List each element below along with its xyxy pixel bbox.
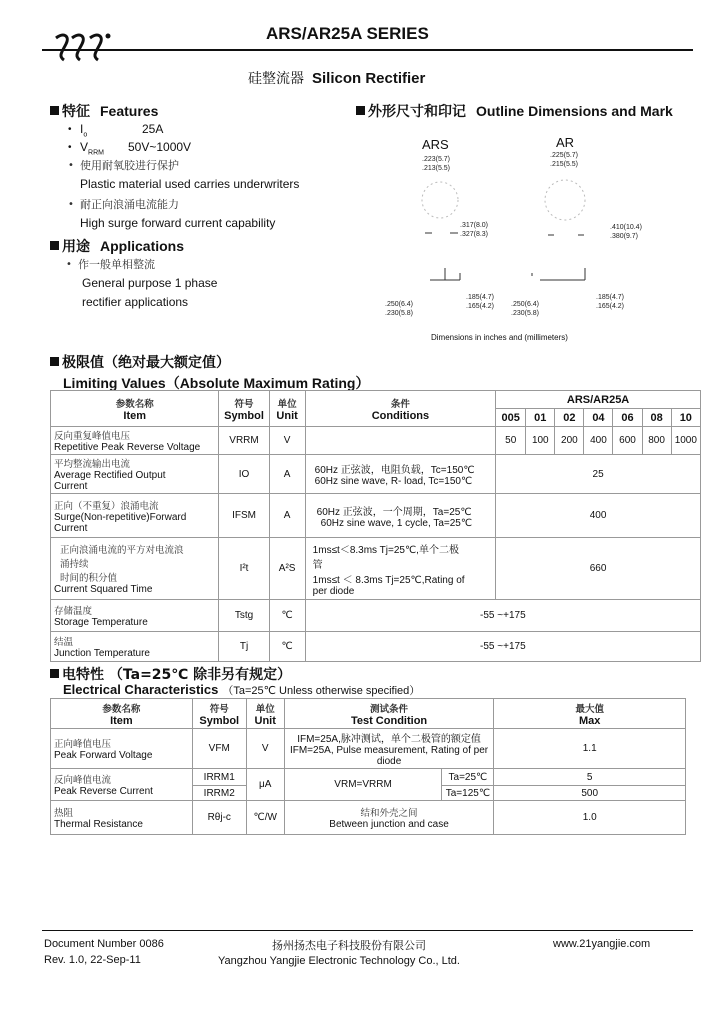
el-r1-cond1: IFM=25A,脉冲测试，单个二极管的额定值 (297, 734, 481, 745)
el-r3-cond-zh: 结和外壳之间 (360, 808, 418, 819)
lim-r5-sym: Tstg (219, 600, 269, 632)
lim-r4-sym: I²t (219, 538, 269, 600)
feature-plastic-en: Plastic material used carries underwriters (80, 177, 300, 191)
el-r3-cond (284, 801, 494, 835)
lim-r2-en2: Current (54, 481, 88, 492)
lim-r3-en2: Current (54, 522, 88, 534)
el-r3-unit: ℃/W (246, 801, 284, 835)
el-h-max (494, 699, 686, 729)
grade-06: 06 (613, 409, 642, 427)
title-en: Silicon Rectifier (312, 70, 426, 87)
square-bullet-icon (50, 357, 59, 366)
table-row (51, 427, 701, 455)
ar-dim-top1: .225(5.7) (550, 152, 579, 159)
vrrm-value-08: 800 (642, 427, 671, 455)
el-h-unit (246, 699, 284, 729)
lim-r1-item (51, 427, 219, 455)
ars-dim-bot2: .230(5.8) (385, 310, 414, 317)
lim-h-unit (269, 391, 305, 427)
table-row (51, 455, 701, 494)
footer-rule (42, 930, 693, 931)
lim-r5-val: -55 ~+175 (305, 600, 700, 632)
el-h-symbol-en: Symbol (199, 714, 240, 727)
el-r1-zh: 正向峰值电压 (54, 739, 112, 750)
lim-h-symbol-en: Symbol (224, 409, 264, 422)
square-bullet-icon (356, 106, 365, 115)
table-row (51, 494, 701, 538)
ar-dim-bot2: .230(5.8) (511, 310, 540, 317)
el-r1-item (51, 729, 193, 769)
company-zh: 扬州扬杰电子科技股份有限公司 (272, 939, 426, 952)
lim-r3-unit: A (269, 494, 305, 538)
lim-h-symbol-zh: 符号 (234, 398, 254, 410)
label-ars: ARS (422, 137, 449, 152)
features-title-en: Features (100, 103, 159, 119)
lim-h-part: ARS/AR25A (496, 391, 701, 409)
features-title-zh: 特征 (62, 104, 90, 120)
el-r2-unit: μA (246, 769, 284, 801)
table-row (51, 600, 701, 632)
ars-dim-mid1: .317(8.0) (460, 222, 489, 229)
ar-dim-bot4: .165(4.2) (596, 303, 625, 310)
features-heading (50, 101, 158, 121)
limiting-title-en: Limiting Values（Absolute Maximum Rating） (63, 375, 370, 391)
series-title: ARS/AR25A SERIES (266, 24, 429, 43)
el-r2-val2: 500 (494, 786, 686, 801)
outline-diagram (370, 130, 690, 350)
el-r3-cond-en: Between junction and case (329, 819, 449, 830)
grade-02: 02 (555, 409, 584, 427)
outline-heading (356, 101, 673, 121)
label-ar: AR (556, 135, 575, 150)
el-r3-item (51, 801, 193, 835)
table-row (51, 538, 701, 600)
lim-r4-unit: A²S (269, 538, 305, 600)
vrrm-value: 50V~1000V (128, 140, 192, 154)
electrical-title-zh: 电特性 （Ta=25℃ 除非另有规定） (62, 667, 292, 683)
electrical-table (50, 698, 686, 835)
grade-01: 01 (526, 409, 555, 427)
applications-title-zh: 用途 (62, 239, 90, 255)
lim-h-cond (305, 391, 496, 427)
doc-number: Document Number 0086 (44, 938, 164, 950)
lim-r3-zh: 正向（不重复）浪涌电流 (54, 500, 159, 512)
el-h-item-zh: 参数名称 (102, 703, 141, 715)
lim-r5-item (51, 600, 219, 632)
limiting-heading (50, 352, 240, 372)
el-h-max-en: Max (579, 714, 601, 727)
table-row (51, 801, 686, 835)
lim-r5-unit: ℃ (269, 600, 305, 632)
lim-r1-en: Repetitive Peak Reverse Voltage (54, 442, 201, 453)
vrrm-value-04: 400 (584, 427, 613, 455)
lim-h-symbol (219, 391, 269, 427)
grade-04: 04 (584, 409, 613, 427)
ars-dim-bot1: .250(6.4) (385, 301, 414, 308)
ars-dim-top2: .213(5.5) (422, 165, 451, 172)
lim-r3-cond2: 60Hz sine wave, 1 cycle, Ta=25℃ (320, 517, 473, 529)
vrrm-value-10: 1000 (671, 427, 700, 455)
ars-dim-bot3: .185(4.7) (466, 294, 495, 301)
outline-title-zh: 外形尺寸和印记 (368, 104, 466, 120)
outline-title-en: Outline Dimensions and Mark (476, 103, 673, 119)
el-h-unit-zh: 单位 (255, 703, 275, 715)
vrrm-value-06: 600 (613, 427, 642, 455)
vrrm-label: V (80, 140, 89, 154)
lim-h-item-en: Item (123, 409, 147, 422)
yangjie-logo-icon (50, 26, 120, 66)
lim-r2-item (51, 455, 219, 494)
lim-r4-zh2: 涌持续 (60, 559, 89, 570)
lim-r5-zh: 存储温度 (54, 606, 93, 617)
lim-r4-cond3: 1ms≤t ＜ 8.3ms Tj=25℃,Rating of (312, 574, 465, 586)
el-r3-sym: Rθj-c (192, 801, 246, 835)
grade-08: 08 (642, 409, 671, 427)
applications-title-en: Applications (100, 238, 185, 254)
el-h-unit-en: Unit (254, 714, 276, 727)
el-r3-val: 1.0 (494, 801, 686, 835)
io-value: 25A (142, 122, 164, 136)
electrical-title-en: Electrical Characteristics (63, 682, 219, 697)
el-r1-cond2: IFM=25A, Pulse measurement, Rating of per diode (289, 745, 489, 767)
feature-surge-en: High surge forward current capability (80, 216, 276, 230)
el-r1-sym: VFM (192, 729, 246, 769)
ar-dim-bot1: .250(6.4) (511, 301, 540, 308)
el-r2-ta2: Ta=125℃ (442, 786, 494, 801)
outline-drawing (370, 130, 690, 340)
el-h-cond-zh: 测试条件 (370, 703, 409, 715)
feature-surge-zh: • 耐正向浪涌电流能力 (80, 195, 179, 214)
lim-r1-unit: V (269, 427, 305, 455)
ars-dim-mid2: .327(8.3) (460, 231, 489, 238)
lim-r4-zh1: 正向浪涌电流的平方对电流浪 (60, 545, 184, 556)
el-r2-zh: 反向峰值电流 (54, 775, 112, 786)
io-sub: o (83, 131, 88, 139)
lim-h-item-zh: 参数名称 (115, 398, 154, 410)
el-h-max-zh: 最大值 (575, 703, 604, 715)
lim-r3-cond1: 60Hz 正弦波，一个周期，Ta=25℃ (316, 506, 472, 518)
lim-r3-cond (305, 494, 496, 538)
square-bullet-icon (50, 241, 59, 250)
el-r2-val1: 5 (494, 769, 686, 786)
lim-h-unit-zh: 单位 (277, 398, 297, 410)
revision: Rev. 1.0, 22-Sep-11 (44, 954, 141, 966)
lim-r2-zh: 平均整流输出电流 (54, 459, 131, 470)
grade-005: 005 (496, 409, 526, 427)
lim-r6-unit: ℃ (269, 632, 305, 662)
el-r1-unit: V (246, 729, 284, 769)
page-title (248, 68, 425, 88)
lim-r4-en: Current Squared Time (54, 584, 153, 595)
el-r1-en: Peak Forward Voltage (54, 750, 153, 761)
vrrm-value-02: 200 (555, 427, 584, 455)
lim-h-unit-en: Unit (276, 409, 298, 422)
el-r2-sym2: IRRM2 (192, 786, 246, 801)
el-r1-cond (284, 729, 494, 769)
table-row (51, 632, 701, 662)
lim-r4-cond4: per diode (312, 585, 355, 597)
electrical-heading (50, 664, 301, 684)
lim-r6-en: Junction Temperature (54, 648, 150, 659)
el-r2-cond: VRM=VRRM (284, 769, 442, 801)
vrrm-value-01: 100 (526, 427, 555, 455)
el-r2-sym1: IRRM1 (192, 769, 246, 786)
el-h-symbol (192, 699, 246, 729)
lim-h-cond-en: Conditions (371, 409, 430, 422)
lim-r3-en1: Surge(Non-repetitive)Forward (54, 511, 187, 523)
lim-r2-val: 25 (496, 455, 701, 494)
el-r3-en: Thermal Resistance (54, 819, 143, 830)
lim-r2-en1: Average Rectified Output (54, 470, 166, 481)
lim-h-item (51, 391, 219, 427)
io-label: I (80, 122, 84, 136)
ars-dim-bot4: .165(4.2) (466, 303, 495, 310)
lim-r1-sym: VRRM (219, 427, 269, 455)
electrical-title-en2: （Ta=25℃ Unless otherwise specified） (222, 685, 421, 697)
ars-dim-top1: .223(5.7) (422, 156, 451, 163)
lim-r4-cond (305, 538, 496, 600)
lim-r1-cond (305, 427, 496, 455)
square-bullet-icon (50, 106, 59, 115)
header-rule (42, 49, 693, 51)
ar-dim-top2: .215(5.5) (550, 161, 579, 168)
lim-r4-cond1: 1ms≤t＜8.3ms Tj=25℃,单个二极 (312, 544, 459, 556)
application-zh: • 作一般单相整流 (78, 255, 155, 274)
lim-r2-cond1: 60Hz 正弦波，电阻负载，Tc=150℃ (314, 465, 475, 476)
vrrm-sub: RRM (88, 149, 104, 157)
lim-r2-cond (305, 455, 496, 494)
limiting-title-zh: 极限值（绝对最大额定值） (62, 355, 230, 371)
el-h-item-en: Item (110, 714, 133, 727)
lim-r3-sym: IFSM (219, 494, 269, 538)
website-link[interactable]: www.21yangjie.com (553, 938, 651, 950)
el-h-symbol-zh: 符号 (209, 703, 229, 715)
lim-r4-val: 660 (496, 538, 701, 600)
feature-plastic-zh: • 使用耐氧胶进行保护 (80, 156, 179, 175)
el-h-cond-en: Test Condition (350, 714, 428, 727)
el-r2-item (51, 769, 193, 801)
limiting-table (50, 390, 701, 662)
table-row (51, 729, 686, 769)
lim-r2-unit: A (269, 455, 305, 494)
ar-dim-bot3: .185(4.7) (596, 294, 625, 301)
ar-dim-mid1: .410(10.4) (610, 224, 642, 231)
applications-heading (50, 236, 184, 256)
electrical-title-en-line (63, 682, 420, 698)
lim-r6-val: -55 ~+175 (305, 632, 700, 662)
lim-r4-zh3: 时间的积分值 (60, 573, 118, 584)
el-r2-en: Peak Reverse Current (54, 786, 153, 797)
lim-h-cond-zh: 条件 (390, 398, 410, 410)
lim-r4-cond2: 管 (312, 559, 323, 571)
el-h-cond (284, 699, 494, 729)
lim-r2-cond2: 60Hz sine wave, R- load, Tc=150℃ (314, 476, 473, 487)
application-line2: rectifier applications (82, 295, 189, 309)
el-r1-val: 1.1 (494, 729, 686, 769)
title-zh: 硅整流器 (248, 71, 304, 87)
dimensions-note: Dimensions in inches and (millimeters) (431, 333, 568, 342)
lim-r5-en: Storage Temperature (54, 617, 148, 628)
el-r2-ta1: Ta=25℃ (442, 769, 494, 786)
lim-r6-item (51, 632, 219, 662)
lim-r2-sym: IO (219, 455, 269, 494)
application-line1: General purpose 1 phase (82, 276, 218, 290)
lim-r1-zh: 反向重复峰值电压 (54, 431, 131, 442)
lim-r6-sym: Tj (219, 632, 269, 662)
el-r3-zh: 热阻 (54, 808, 74, 819)
el-h-item (51, 699, 193, 729)
vrrm-value-005: 50 (496, 427, 526, 455)
table-row (51, 769, 686, 786)
grade-10: 10 (671, 409, 700, 427)
square-bullet-icon (50, 669, 59, 678)
lim-r3-val: 400 (496, 494, 701, 538)
lim-r4-item (51, 538, 219, 600)
lim-r6-zh: 结温 (54, 637, 74, 648)
company-en: Yangzhou Yangjie Electronic Technology Co., Ltd. (218, 955, 460, 967)
lim-r3-item (51, 494, 219, 538)
ar-dim-mid2: .380(9.7) (610, 233, 639, 240)
